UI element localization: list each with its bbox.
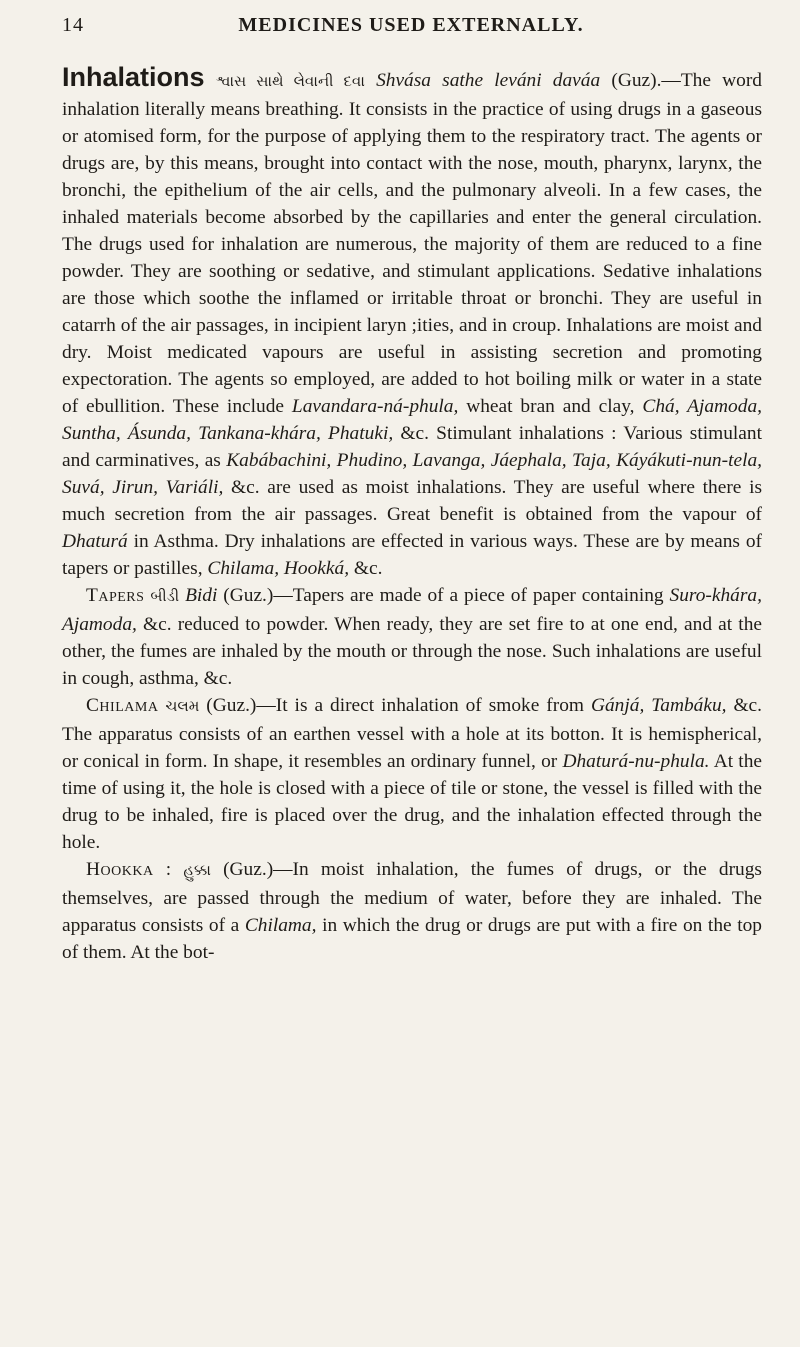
- body-text: &c. Stimulant inhalations : Various stimulant and carminatives, as: [62, 423, 762, 471]
- body-text: in which the drug or drugs are put with a fire on the top of them. At the bot-: [62, 915, 762, 963]
- page-body: [62, 64, 762, 966]
- body-text: (Guz.)—It is a direct inhalation of smoke from: [199, 695, 591, 716]
- drug-name: Lavandara-ná-phula,: [291, 396, 459, 417]
- drug-name: Chilama,: [244, 915, 317, 936]
- gujarati-term: શ્વાસ સાથે લેવાની દવા: [215, 74, 365, 90]
- body-text: (Guz.)—In moist inhalation, the fumes of drugs, or the drugs themselves, are passed through the medium of water, before they are inhaled. The apparatus consists of a: [62, 859, 762, 936]
- subsection-label: Hookka: [86, 859, 154, 880]
- paragraph-hookka: Hookka : હુક્કા (Guz.)—In moist inhalation, the fumes of drugs, or the drugs themselves, are passed through the medium of water, before they are inhaled. The apparatus consists of a Chilama, in which the drug or drugs are put with a fire on the top of them. At the bot-: [62, 859, 762, 963]
- page-header: [62, 14, 760, 50]
- running-title: MEDICINES USED EXTERNALLY.: [238, 14, 584, 36]
- drug-name: Dhaturá-nu-phula.: [562, 751, 710, 772]
- subsection-label: Chilama: [86, 695, 159, 716]
- transliteration: Shvása sathe leváni daváa: [376, 70, 601, 91]
- body-text: &c.: [349, 558, 383, 579]
- drug-name: Chá, Ajamoda, Suntha, Ásunda, Tankana-khára, Phatuki,: [62, 396, 762, 444]
- drug-name: Suro-khára, Ajamoda,: [62, 585, 762, 635]
- drug-name: Gánjá, Tambáku,: [590, 695, 727, 716]
- body-text: &c. The apparatus consists of an earthen vessel with a hole at its botton. It is hemispherical, or conical in form. In shape, it resembles an ordinary funnel, or: [62, 695, 762, 772]
- body-text: wheat bran and clay,: [458, 396, 643, 417]
- gujarati-term: બીડી: [150, 589, 180, 605]
- body-text: &c. reduced to powder. When ready, they are set fire to at one end, and at the other, the fumes are inhaled by the mouth or through the nose. Such inhalations are useful in cough, asthma, &c.: [62, 614, 762, 689]
- drug-name: Chilama, Hookká,: [207, 558, 350, 579]
- body-text: At the time of using it, the hole is closed with a piece of tile or stone, the vessel is filled with the drug to be inhaled, fire is placed over the drug, and the inhalation effected through the hole.: [62, 751, 762, 853]
- body-text: in Asthma. Dry inhalations are effected in various ways. These are by means of tapers or pastilles,: [62, 531, 762, 579]
- drug-name: Dhaturá: [62, 531, 128, 552]
- gujarati-term: હુક્કા: [183, 863, 211, 879]
- subsection-label: Tapers: [86, 585, 145, 606]
- body-text: (Guz).—The word inhalation literally means breathing. It consists in the practice of using drugs in a gaseous or atomised form, for the purpose of applying them to the respiratory tract. The agents or drugs are, by this means, brought into contact with the nose, mouth, pharynx, larynx, the bronchi, the epithelium of the air cells, and the pulmonary alveoli. In a few cases, the inhaled materials become absorbed by the capillaries and enter the general circulation. The drugs used for inhalation are numerous, the majority of them are reduced to a fine powder. They are soothing or sedative, and stimulant applications. Sedative inhalations are those which soothe the inflamed or irritable throat or bronchi. They are useful in catarrh of the air passages, in incipient laryn ;ities, and in croup. Inhalations are moist and dry. Moist medicated vapours are useful in assisting secretion and promoting expectoration. The agents so employed, are added to hot boiling milk or water in a state of ebullition. These include: [62, 70, 762, 417]
- drug-name: Kabábachini, Phudino, Lavanga, Jáephala, Taja, Káyákuti-nun-tela, Suvá, Jirun, Variáli,: [62, 450, 762, 498]
- body-text: &c. are used as moist inhalations. They are useful where there is much secretion from the air passages. Great benefit is obtained from the vapour of: [62, 477, 763, 525]
- paragraph-chilama: [62, 692, 762, 856]
- body-text: (Guz.)—Tapers are made of a piece of paper containing: [217, 585, 670, 606]
- paragraph-inhalations: [62, 64, 762, 582]
- page-number: 14: [62, 14, 84, 36]
- paragraph-tapers: [62, 582, 762, 692]
- drug-name: Bidi: [185, 585, 218, 606]
- gujarati-term: ચલમ: [165, 699, 200, 715]
- section-title: Inhalations: [62, 62, 205, 92]
